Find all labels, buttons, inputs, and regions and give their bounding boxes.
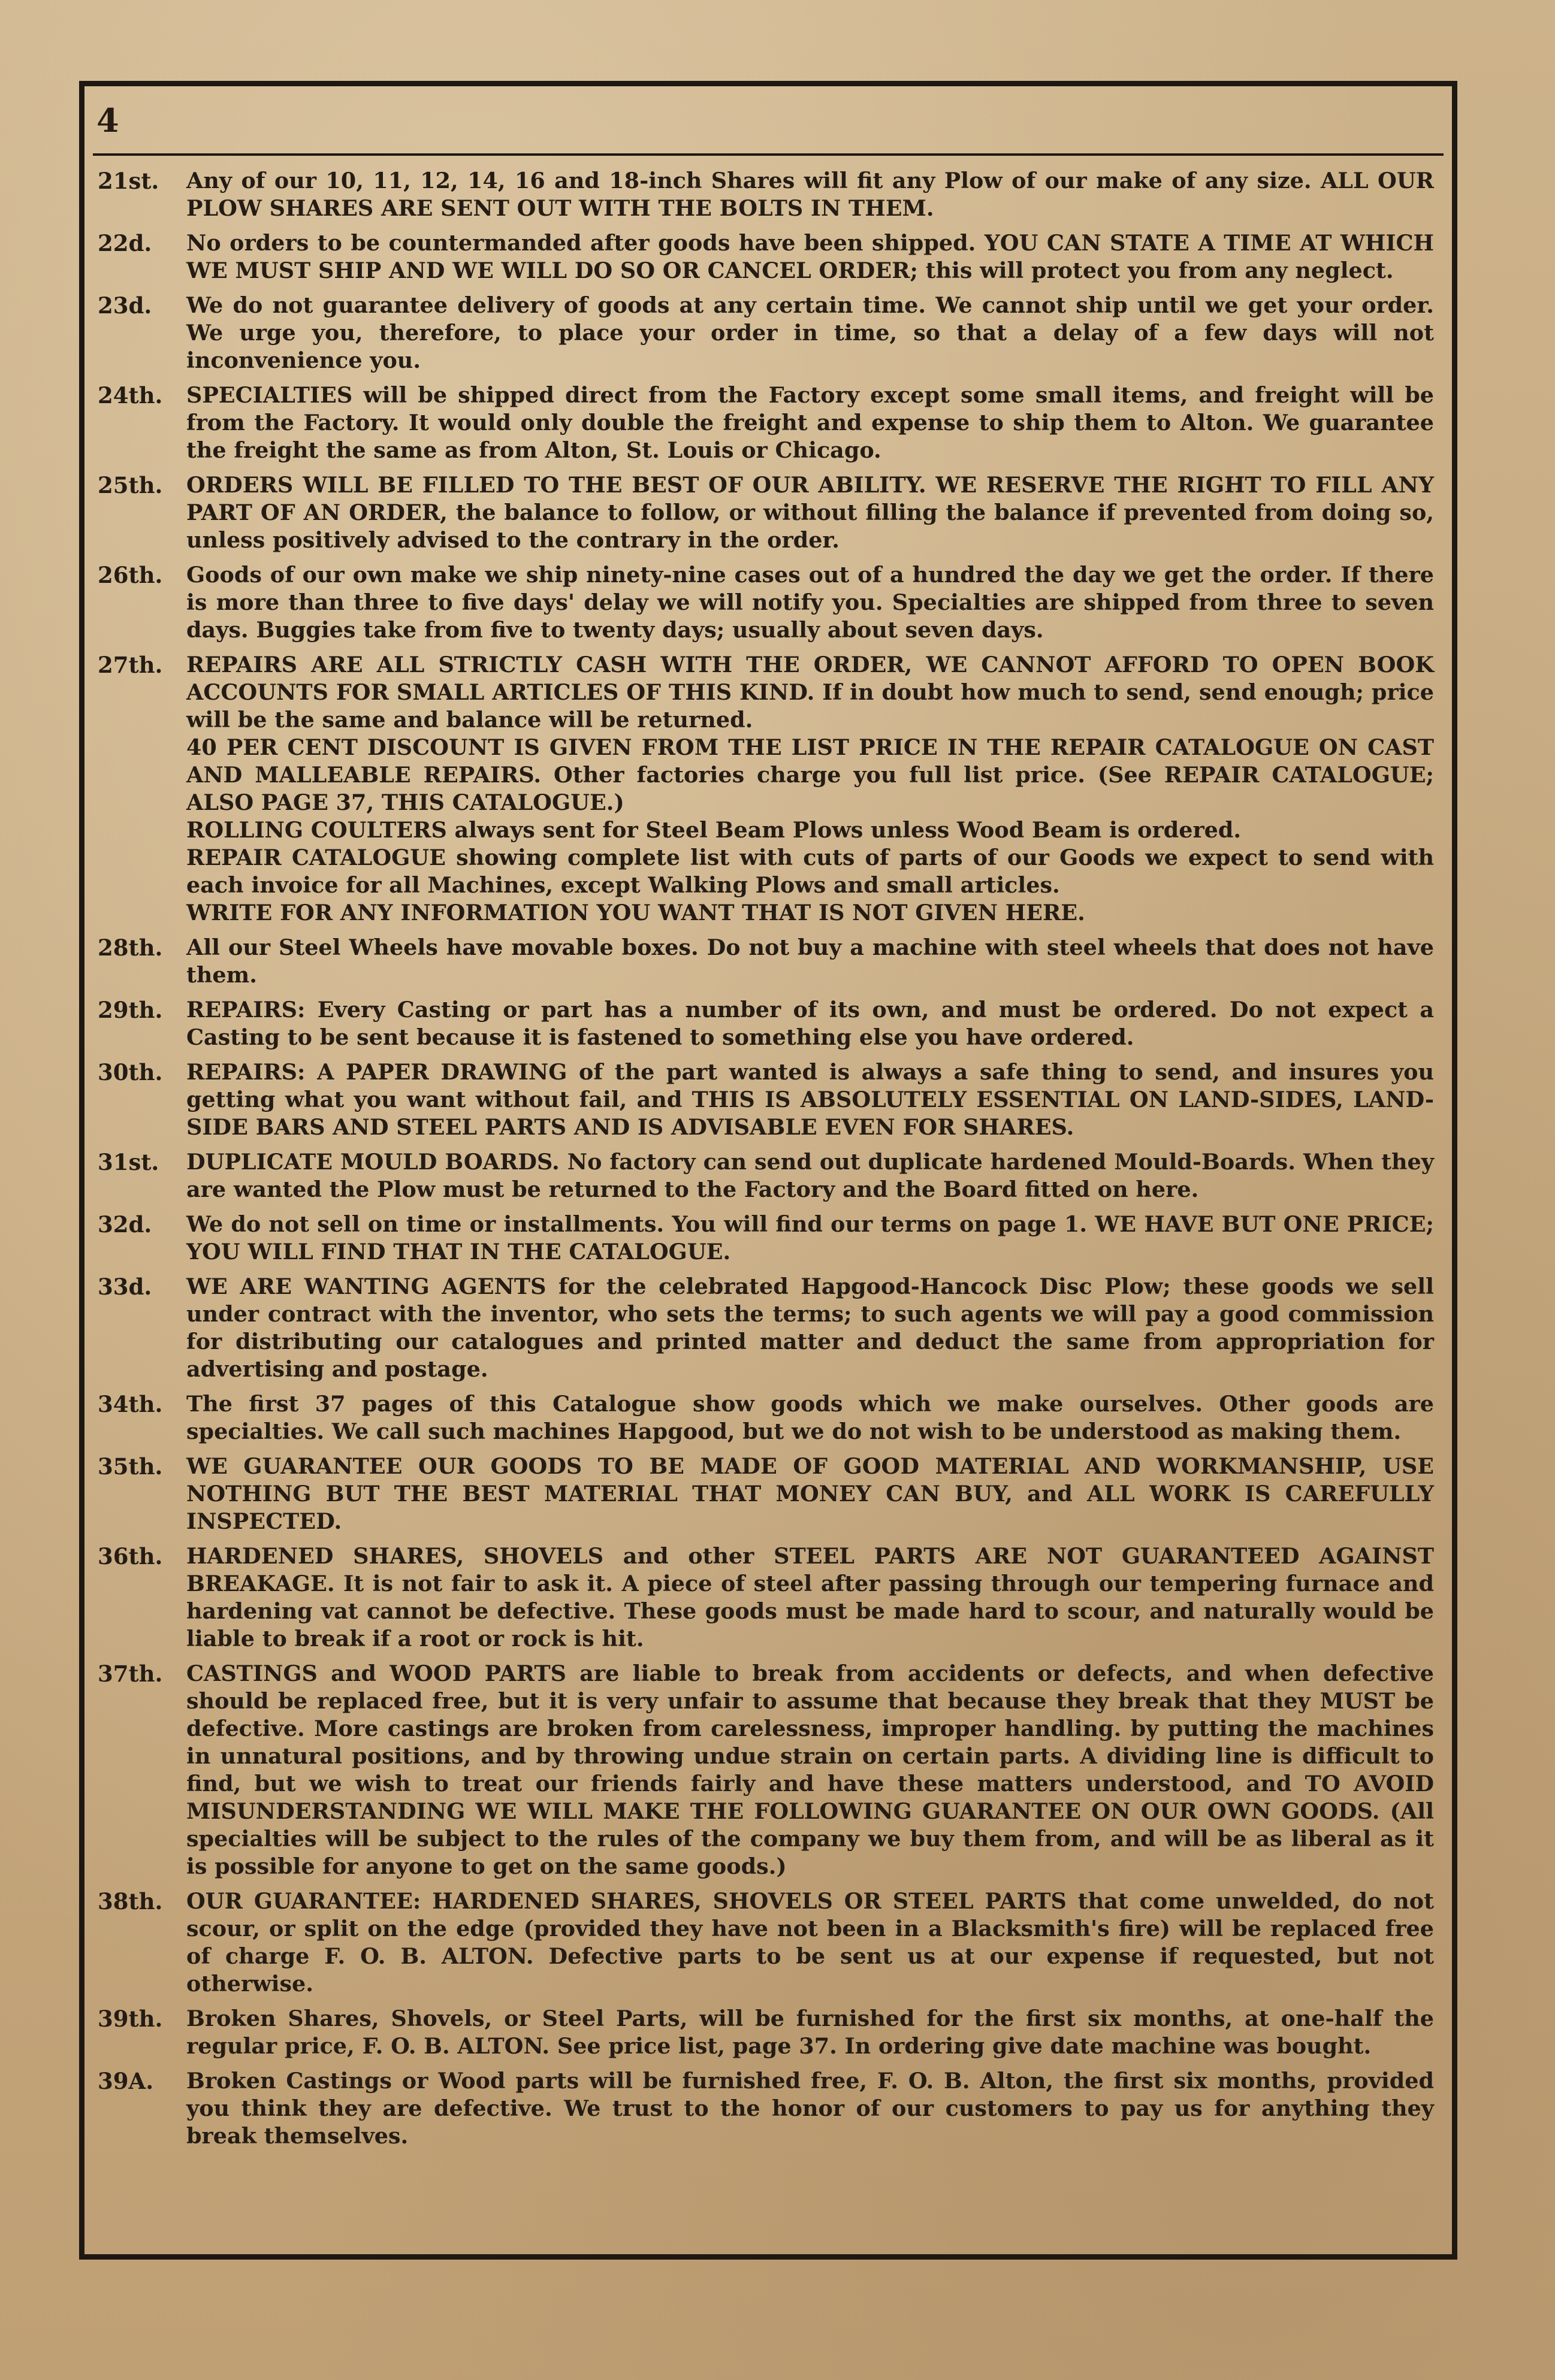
- rule-text: [186, 1453, 1434, 1535]
- rule-text: [186, 1543, 1434, 1653]
- rule-text: [186, 996, 1434, 1051]
- rule-number: 32d.: [98, 1211, 152, 1238]
- rule-entry: [98, 1211, 1434, 1266]
- rule-paragraph: REPAIRS: Every Casting or part has a number of its own, and must be ordered. Do not expect a Casting to be sent because it is fastened to something else you have ordered.: [186, 997, 1434, 1050]
- rule-entry: [98, 2005, 1434, 2060]
- rule-text: [186, 934, 1434, 989]
- rule-paragraph: Any of our 10, 11, 12, 14, 16 and 18-inch Shares will fit any Plow of our make of any size. ALL OUR PLOW SHARES ARE SENT OUT WITH THE BOLTS IN THEM.: [186, 168, 1434, 221]
- rule-number: 28th.: [98, 935, 163, 961]
- rule-entry: [98, 2067, 1434, 2150]
- rule-text: [186, 1273, 1434, 1383]
- rule-text: [186, 1211, 1434, 1266]
- rule-entry: [98, 471, 1434, 554]
- rule-number: 27th.: [98, 652, 163, 678]
- rule-paragraph: Goods of our own make we ship ninety-nine cases out of a hundred the day we get the order. If there is more than three to five days' delay we will notify you. Specialties are shipped from three to seven days. Buggies take from five to twenty days; usually about seven days.: [186, 562, 1434, 643]
- rule-text: [186, 2067, 1434, 2150]
- rule-text: [186, 1660, 1434, 1880]
- rule-text: [186, 1148, 1434, 1203]
- rule-text: [186, 651, 1434, 927]
- rule-entry: [98, 229, 1434, 285]
- rule-number: 35th.: [98, 1453, 163, 1480]
- rule-number: 22d.: [98, 230, 152, 256]
- rule-number: 30th.: [98, 1059, 163, 1085]
- rule-text: [186, 561, 1434, 644]
- rule-paragraph: OUR GUARANTEE: HARDENED SHARES, SHOVELS OR STEEL PARTS that come unwelded, do not scour, or split on the edge (provided they have not been in a Blacksmith's fire) will be replaced free of charge F. O. B. ALTON. Defective parts to be sent us at our expense if requested, but not otherwise.: [186, 1888, 1434, 1997]
- rule-text: [186, 167, 1434, 222]
- rule-paragraph: REPAIRS ARE ALL STRICTLY CASH WITH THE ORDER, WE CANNOT AFFORD TO OPEN BOOK ACCOUNTS FOR SMALL ARTICLES OF THIS KIND. If in doubt how much to send, send enough; price will be the same and balance will be returned.: [186, 652, 1434, 733]
- rule-paragraph: WE GUARANTEE OUR GOODS TO BE MADE OF GOOD MATERIAL AND WORKMANSHIP, USE NOTHING BUT THE BEST MATERIAL THAT MONEY CAN BUY, and ALL WORK IS CAREFULLY INSPECTED.: [186, 1453, 1434, 1534]
- rule-entry: [98, 1453, 1434, 1535]
- rule-text: [186, 2005, 1434, 2060]
- rule-entry: [98, 1059, 1434, 1141]
- rule-paragraph: REPAIR CATALOGUE showing complete list with cuts of parts of our Goods we expect to send with each invoice for all Machines, except Walking Plows and small articles.: [186, 845, 1434, 898]
- rule-entry: [98, 1273, 1434, 1383]
- rule-paragraph: Broken Castings or Wood parts will be furnished free, F. O. B. Alton, the first six months, provided you think they are defective. We trust to the honor of our customers to pay us for anything they break themselves.: [186, 2068, 1434, 2149]
- page-border-frame: [79, 81, 1457, 2260]
- rule-paragraph: 40 PER CENT DISCOUNT IS GIVEN FROM THE LIST PRICE IN THE REPAIR CATALOGUE ON CAST AND MALLEABLE REPAIRS. Other factories charge you full list price. (See REPAIR CATALOGUE; ALSO PAGE 37, THIS CATALOGUE.): [186, 734, 1434, 815]
- rule-paragraph: Broken Shares, Shovels, or Steel Parts, will be furnished for the first six months, at one-half the regular price, F. O. B. ALTON. See price list, page 37. In ordering give date machine was bought.: [186, 2006, 1434, 2059]
- rule-paragraph: No orders to be countermanded after goods have been shipped. YOU CAN STATE A TIME AT WHICH WE MUST SHIP AND WE WILL DO SO OR CANCEL ORDER; this will protect you from any neglect.: [186, 230, 1434, 283]
- rule-text: [186, 382, 1434, 464]
- rule-paragraph: The first 37 pages of this Catalogue show goods which we make ourselves. Other goods are specialties. We call such machines Hapgood, but we do not wish to be understood as making them.: [186, 1391, 1434, 1444]
- rules-list: [98, 167, 1434, 2157]
- page-number: 4: [96, 101, 119, 140]
- rule-entry: [98, 561, 1434, 644]
- rule-paragraph: SPECIALTIES will be shipped direct from the Factory except some small items, and freight will be from the Factory. It would only double the freight and expense to ship them to Alton. We guarantee the freight the same as from Alton, St. Louis or Chicago.: [186, 382, 1434, 463]
- rule-number: 23d.: [98, 292, 152, 319]
- rule-number: 25th.: [98, 472, 163, 498]
- rule-number: 37th.: [98, 1661, 163, 1687]
- rule-paragraph: WE ARE WANTING AGENTS for the celebrated Hapgood-Hancock Disc Plow; these goods we sell under contract with the inventor, who sets the terms; to such agents we will pay a good commission for distributing our catalogues and printed matter and deduct the same from appropriation for advertising and postage.: [186, 1274, 1434, 1382]
- rule-number: 29th.: [98, 997, 163, 1023]
- rule-paragraph: WRITE FOR ANY INFORMATION YOU WANT THAT IS NOT GIVEN HERE.: [186, 900, 1085, 926]
- rule-entry: [98, 1390, 1434, 1445]
- rule-paragraph: DUPLICATE MOULD BOARDS. No factory can send out duplicate hardened Mould-Boards. When they are wanted the Plow must be returned to the Factory and the Board fitted on here.: [186, 1149, 1434, 1202]
- rule-text: [186, 1888, 1434, 1998]
- rule-paragraph: REPAIRS: A PAPER DRAWING of the part wanted is always a safe thing to send, and insures you getting what you want without fail, and THIS IS ABSOLUTELY ESSENTIAL ON LAND-SIDES, LAND-SIDE BARS AND STEEL PARTS AND IS ADVISABLE EVEN FOR SHARES.: [186, 1059, 1434, 1140]
- rule-entry: [98, 1148, 1434, 1203]
- rule-number: 36th.: [98, 1543, 163, 1569]
- rule-number: 31st.: [98, 1149, 159, 1175]
- rule-paragraph: We do not guarantee delivery of goods at any certain time. We cannot ship until we get your order. We urge you, therefore, to place your order in time, so that a delay of a few days will not inconvenience you.: [186, 292, 1434, 373]
- rule-number: 21st.: [98, 168, 159, 194]
- rule-number: 38th.: [98, 1888, 163, 1915]
- rule-entry: [98, 651, 1434, 927]
- rule-entry: [98, 934, 1434, 989]
- rule-entry: [98, 292, 1434, 374]
- header-rule: [93, 153, 1444, 156]
- rule-number: 39th.: [98, 2006, 163, 2032]
- rule-entry: [98, 1888, 1434, 1998]
- rule-number: 24th.: [98, 382, 163, 409]
- rule-text: [186, 292, 1434, 374]
- rule-number: 39A.: [98, 2068, 154, 2094]
- rule-text: [186, 229, 1434, 285]
- rule-paragraph: ORDERS WILL BE FILLED TO THE BEST OF OUR ABILITY. WE RESERVE THE RIGHT TO FILL ANY PART OF AN ORDER, the balance to follow, or without filling the balance if prevented from doing so, unless positively advised to the contrary in the order.: [186, 472, 1434, 553]
- rule-paragraph: We do not sell on time or installments. You will find our terms on page 1. WE HAVE BUT ONE PRICE; YOU WILL FIND THAT IN THE CATALOGUE.: [186, 1211, 1434, 1265]
- rule-paragraph: HARDENED SHARES, SHOVELS and other STEEL PARTS ARE NOT GUARANTEED AGAINST BREAKAGE. It is not fair to ask it. A piece of steel after passing through our tempering furnace and hardening vat cannot be defective. These goods must be made hard to scour, and naturally would be liable to break if a root or rock is hit.: [186, 1543, 1434, 1652]
- rule-number: 26th.: [98, 562, 163, 588]
- rule-paragraph: All our Steel Wheels have movable boxes. Do not buy a machine with steel wheels that does not have them.: [186, 935, 1434, 988]
- rule-entry: [98, 382, 1434, 464]
- rule-number: 34th.: [98, 1391, 163, 1417]
- rule-text: [186, 1390, 1434, 1445]
- rule-number: 33d.: [98, 1274, 152, 1300]
- rule-text: [186, 1059, 1434, 1141]
- rule-paragraph: CASTINGS and WOOD PARTS are liable to break from accidents or defects, and when defective should be replaced free, but it is very unfair to assume that because they break that they MUST be defective. More castings are broken from carelessness, improper handling. by putting the machines in unnatural positions, and by throwing undue strain on certain parts. A dividing line is difficult to find, but we wish to treat our friends fairly and have these matters understood, and TO AVOID MISUNDERSTANDING WE WILL MAKE THE FOLLOWING GUARANTEE ON OUR OWN GOODS. (All specialties will be subject to the rules of the company we buy them from, and will be as liberal as it is possible for anyone to get on the same goods.): [186, 1661, 1434, 1879]
- rule-entry: [98, 1543, 1434, 1653]
- rule-entry: [98, 996, 1434, 1051]
- rule-entry: [98, 167, 1434, 222]
- rule-paragraph: ROLLING COULTERS always sent for Steel Beam Plows unless Wood Beam is ordered.: [186, 817, 1242, 843]
- rule-entry: [98, 1660, 1434, 1880]
- rule-text: [186, 471, 1434, 554]
